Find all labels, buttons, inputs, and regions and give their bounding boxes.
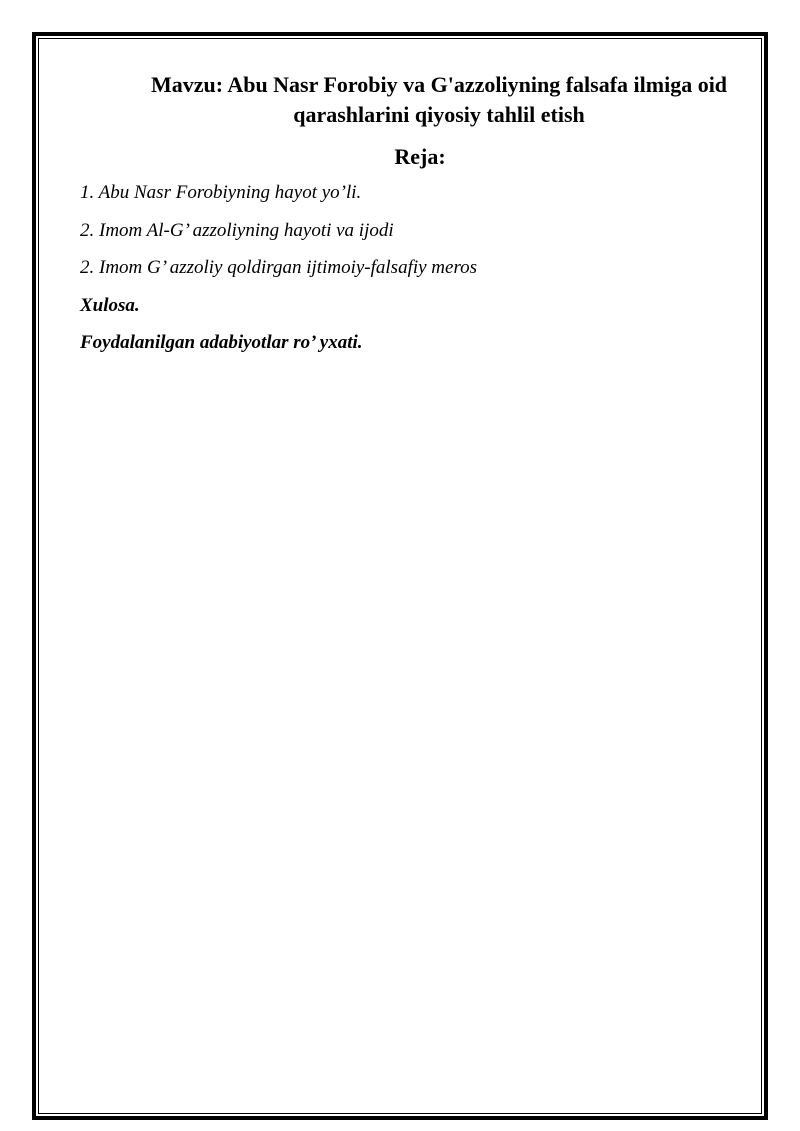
- plan-heading: Reja:: [394, 144, 446, 169]
- plan-item-2: 2. Imom Al-G’ azzoliyning hayoti va ijodi: [80, 219, 394, 241]
- plan-item-3: 2. Imom G’ azzoliy qoldirgan ijtimoiy-falsafiy meros: [80, 257, 478, 278]
- title-line-2: qarashlarini qiyosiy tahlil etish: [293, 102, 585, 127]
- conclusion-item: Xulosa.: [80, 294, 140, 316]
- plan-list: [80, 180, 740, 368]
- document-title: [80, 70, 760, 130]
- title-line-1: Mavzu: Abu Nasr Forobiy va G'azzoliyning falsafa ilmiga oid: [150, 72, 728, 97]
- plan-item-1: 1. Abu Nasr Forobiyning hayot yo’li.: [80, 182, 362, 203]
- references-item: Foydalanilgan adabiyotlar ro’ yxati.: [80, 332, 363, 353]
